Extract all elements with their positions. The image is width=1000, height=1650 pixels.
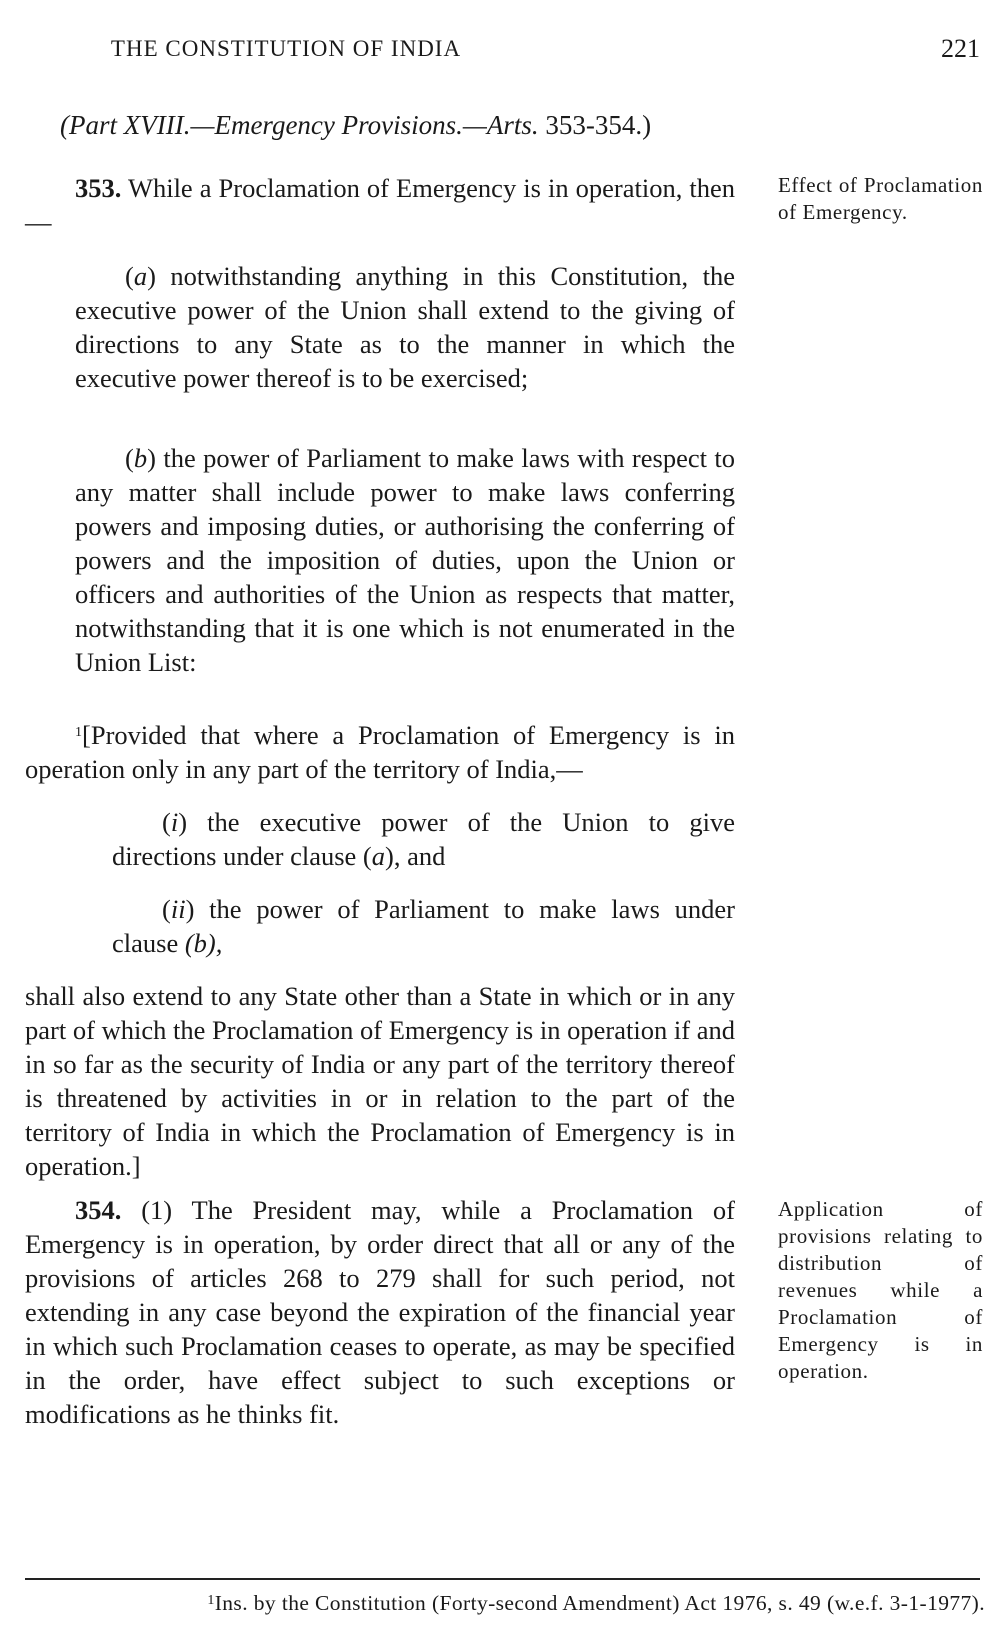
margin-note-article-353: Effect of Proclamation of Emergency. [778, 173, 983, 224]
article-353-intro-text: While a Proclamation of Emergency is in operation, then— [25, 173, 735, 237]
running-title: THE CONSTITUTION OF INDIA [110, 36, 462, 61]
sub-clause-ii-ref: (b), [184, 928, 223, 958]
article-354-text: (1) The President may, while a Proclamation of Emergency is in operation, by order direct that all or any of the provisions of articles 268 to 279 shall for such period, not extending in any case beyond the expiration of the financial year in which such Proclamation ceases to operate, as may be specified in the order, have effect subject to such exceptions or modifications as he thinks fit. [25, 1195, 735, 1429]
clause-b-text: the power of Parliament to make laws with respect to any matter shall include power to make laws conferring powers and imposing duties, or authorising the conferring of powers and the imposition of duties, upon the Union or officers and authorities of the Union as respects that matter, notwithstanding that it is one which is not enumerated in the Union List: [75, 443, 735, 677]
clause-a-text: notwithstanding anything in this Constitution, the executive power of the Union shall extend to the giving of directions to any State as to the manner in which the executive power thereof is to be exercised; [75, 261, 735, 393]
proviso-text: [Provided that where a Proclamation of Emergency is in operation only in any part of the territory of India,— [25, 720, 735, 784]
sub-clause-ii-label: ii [170, 894, 186, 924]
proviso-closing-text: shall also extend to any State other than a State in which or in any part of which the Proclamation of Emergency is in operation if and in so far as the security of India or any part of the territory thereof is threatened by activities in or in relation to the part of the territory of India in which the Proclamation of Emergency is in operation.] [25, 981, 735, 1181]
proviso-closing [25, 979, 735, 1183]
sub-clause-i-label: i [170, 807, 179, 837]
article-354-number: 354. [75, 1195, 122, 1225]
part-heading-title: (Part XVIII.—Emergency Provisions.—Arts. [60, 110, 539, 140]
clause-a-label: a [133, 261, 148, 291]
clause-b-label: b [133, 443, 148, 473]
sub-clause-i-ref: a [371, 841, 385, 871]
footnote-text: Ins. by the Constitution (Forty-second Amendment) Act 1976, s. 49 (w.e.f. 3-1-1977). [214, 1591, 985, 1615]
sub-clause-ii-text: the power of Parliament to make laws under clause [112, 894, 735, 958]
sub-clause-i-text-end: ), and [385, 841, 446, 871]
article-353-intro [25, 171, 735, 239]
article-353-number: 353. [75, 173, 122, 203]
part-heading-range: 353-354.) [538, 110, 652, 140]
part-heading [60, 110, 651, 141]
proviso [25, 718, 735, 786]
article-354 [25, 1193, 735, 1431]
clause-a: (a) notwithstanding anything in this Constitution, the executive power of the Union shall extend to the giving of directions to any State as to the manner in which the executive power thereof is to be exercised; [75, 261, 735, 393]
margin-note-article-354: Application of provisions relating to distribution of revenues while a Proclamation of Emergency is in operation. [778, 1197, 983, 1383]
page-number: 221 [941, 34, 980, 63]
clause-b: (b) the power of Parliament to make laws with respect to any matter shall include power to make laws conferring powers and imposing duties, or authorising the conferring of powers and the imposition of duties, upon the Union or officers and authorities of the Union as respects that matter, notwithstanding that it is one which is not enumerated in the Union List: [75, 443, 735, 677]
sub-clause-ii: (ii) the power of Parliament to make laws under clause (b), [112, 894, 735, 958]
sub-clause-i-text: the executive power of the Union to give directions under clause ( [112, 807, 735, 871]
sub-clause-i: (i) the executive power of the Union to give directions under clause (a), and [112, 807, 735, 871]
footnote [25, 1588, 985, 1618]
footnote-divider [25, 1578, 980, 1580]
footnote-number: 1 [207, 1593, 215, 1608]
footnote-marker: 1 [75, 725, 82, 740]
